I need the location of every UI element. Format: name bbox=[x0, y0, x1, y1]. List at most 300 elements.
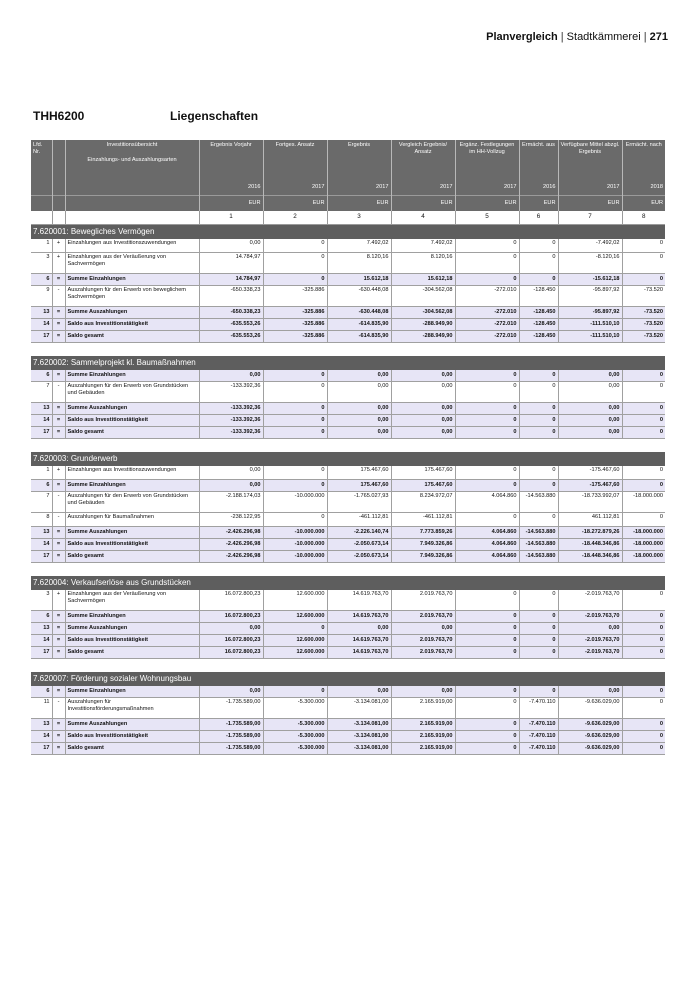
row-value: -9.636.029,00 bbox=[558, 731, 622, 743]
row-value: 0 bbox=[519, 686, 558, 698]
row-label: Summe Auszahlungen bbox=[65, 527, 199, 539]
row-sign: = bbox=[52, 743, 65, 755]
row-value: -1.735.589,00 bbox=[199, 743, 263, 755]
row-label: Summe Auszahlungen bbox=[65, 307, 199, 319]
row-value: -2.188.174,03 bbox=[199, 492, 263, 513]
row-value: 0 bbox=[455, 370, 519, 382]
table-row bbox=[31, 370, 665, 382]
investment-table bbox=[31, 140, 665, 755]
row-value: 0 bbox=[622, 513, 665, 527]
row-value: -95.897,92 bbox=[558, 307, 622, 319]
col-unit: EUR bbox=[391, 196, 455, 212]
row-value: -175.467,60 bbox=[558, 480, 622, 492]
row-value: 0,00 bbox=[327, 403, 391, 415]
row-value: -18.000.000 bbox=[622, 551, 665, 563]
header-section: Planvergleich bbox=[486, 31, 558, 43]
table-row bbox=[31, 427, 665, 439]
row-value: 16.072.800,23 bbox=[199, 635, 263, 647]
row-value: 2.165.919,00 bbox=[391, 698, 455, 719]
row-value: -73.520 bbox=[622, 307, 665, 319]
row-value: -2.426.296,98 bbox=[199, 551, 263, 563]
row-value: 0,00 bbox=[199, 370, 263, 382]
row-value: 0 bbox=[519, 239, 558, 253]
row-value: 0 bbox=[622, 466, 665, 480]
col-unit: EUR bbox=[199, 196, 263, 212]
row-value: -1.735.589,00 bbox=[199, 719, 263, 731]
row-value: -2.019.763,70 bbox=[558, 647, 622, 659]
row-label: Summe Einzahlungen bbox=[65, 480, 199, 492]
row-label: Saldo gesamt bbox=[65, 331, 199, 343]
title-code: THH6200 bbox=[33, 109, 85, 123]
col-year: 2016 bbox=[519, 180, 558, 196]
table-row bbox=[31, 590, 665, 611]
row-value: -5.300.000 bbox=[263, 698, 327, 719]
row-value: -14.563.880 bbox=[519, 527, 558, 539]
section-title: 7.620001: Bewegliches Vermögen bbox=[31, 225, 665, 240]
row-value: 0 bbox=[455, 466, 519, 480]
col-number: 5 bbox=[455, 211, 519, 225]
col-unit: EUR bbox=[519, 196, 558, 212]
section-title: 7.620002: Sammelprojekt kl. Baumaßnahmen bbox=[31, 356, 665, 370]
row-value: 2.165.919,00 bbox=[391, 743, 455, 755]
row-value: -1.735.589,00 bbox=[199, 698, 263, 719]
row-sign: = bbox=[52, 480, 65, 492]
table-row bbox=[31, 239, 665, 253]
row-value: -14.563.880 bbox=[519, 492, 558, 513]
row-value: 0 bbox=[519, 466, 558, 480]
row-value: 0,00 bbox=[391, 415, 455, 427]
row-value: 0 bbox=[263, 239, 327, 253]
row-value: 2.019.763,70 bbox=[391, 635, 455, 647]
row-value: 0 bbox=[455, 698, 519, 719]
col-unit: EUR bbox=[263, 196, 327, 212]
row-sign: = bbox=[52, 623, 65, 635]
row-value: -7.470.110 bbox=[519, 698, 558, 719]
row-value: 175.467,60 bbox=[391, 466, 455, 480]
col-number: 4 bbox=[391, 211, 455, 225]
row-number: 13 bbox=[31, 403, 52, 415]
row-number: 13 bbox=[31, 623, 52, 635]
row-value: -630.448,08 bbox=[327, 307, 391, 319]
row-sign: = bbox=[52, 403, 65, 415]
col-year: 2017 bbox=[391, 180, 455, 196]
row-value: 2.019.763,70 bbox=[391, 590, 455, 611]
row-number: 6 bbox=[31, 480, 52, 492]
row-number: 11 bbox=[31, 698, 52, 719]
row-value: 15.612,18 bbox=[391, 274, 455, 286]
row-value: 0 bbox=[519, 513, 558, 527]
row-value: 14.619.763,70 bbox=[327, 611, 391, 623]
row-value: 0 bbox=[455, 415, 519, 427]
row-sign: + bbox=[52, 239, 65, 253]
row-number: 8 bbox=[31, 513, 52, 527]
section-title: 7.620004: Verkaufserlöse aus Grundstücken bbox=[31, 576, 665, 590]
col-year: 2017 bbox=[327, 180, 391, 196]
row-value: 0 bbox=[263, 253, 327, 274]
row-value: -304.562,08 bbox=[391, 286, 455, 307]
row-sign: + bbox=[52, 253, 65, 274]
row-value: -304.562,08 bbox=[391, 307, 455, 319]
page-title bbox=[33, 109, 259, 123]
row-value: 0 bbox=[622, 611, 665, 623]
row-value: -272.010 bbox=[455, 307, 519, 319]
table-row bbox=[31, 492, 665, 513]
row-value: -9.636.029,00 bbox=[558, 719, 622, 731]
table-head-labels bbox=[31, 140, 665, 180]
row-value: -272.010 bbox=[455, 331, 519, 343]
row-value: -18.448.346,86 bbox=[558, 539, 622, 551]
row-value: 0 bbox=[455, 480, 519, 492]
row-value: 0,00 bbox=[199, 466, 263, 480]
header-dept: Stadtkämmerei bbox=[566, 31, 641, 43]
row-value: -111.510,10 bbox=[558, 319, 622, 331]
col-unit: EUR bbox=[455, 196, 519, 212]
row-value: -325.886 bbox=[263, 286, 327, 307]
row-sign: = bbox=[52, 274, 65, 286]
table-row bbox=[31, 731, 665, 743]
row-value: -111.510,10 bbox=[558, 331, 622, 343]
row-value: 15.612,18 bbox=[327, 274, 391, 286]
row-sign: - bbox=[52, 513, 65, 527]
row-value: 175.467,60 bbox=[327, 480, 391, 492]
row-value: -14.563.880 bbox=[519, 539, 558, 551]
row-value: 461.112,81 bbox=[558, 513, 622, 527]
table-body bbox=[31, 225, 665, 755]
row-value: 0 bbox=[455, 274, 519, 286]
row-value: -18.000.000 bbox=[622, 527, 665, 539]
row-value: 0,00 bbox=[391, 370, 455, 382]
row-number: 14 bbox=[31, 635, 52, 647]
row-sign: = bbox=[52, 647, 65, 659]
row-value: 0 bbox=[263, 370, 327, 382]
row-number: 13 bbox=[31, 719, 52, 731]
row-value: 0 bbox=[263, 427, 327, 439]
row-label: Summe Einzahlungen bbox=[65, 686, 199, 698]
row-value: -128.450 bbox=[519, 286, 558, 307]
row-value: 0 bbox=[622, 253, 665, 274]
row-label: Summe Einzahlungen bbox=[65, 611, 199, 623]
row-value: -325.886 bbox=[263, 331, 327, 343]
row-value: 0,00 bbox=[391, 686, 455, 698]
row-number: 1 bbox=[31, 239, 52, 253]
row-value: -133.392,36 bbox=[199, 415, 263, 427]
row-number: 17 bbox=[31, 647, 52, 659]
table-row bbox=[31, 253, 665, 274]
section-spacer bbox=[31, 439, 665, 453]
row-value: 0 bbox=[622, 415, 665, 427]
row-value: -635.553,26 bbox=[199, 319, 263, 331]
row-value: -272.010 bbox=[455, 286, 519, 307]
col-number: 7 bbox=[558, 211, 622, 225]
row-sign: + bbox=[52, 466, 65, 480]
row-number: 6 bbox=[31, 370, 52, 382]
row-value: 7.949.326,86 bbox=[391, 551, 455, 563]
row-value: -7.492,02 bbox=[558, 239, 622, 253]
row-value: 0 bbox=[622, 635, 665, 647]
row-value: 16.072.800,23 bbox=[199, 647, 263, 659]
row-label: Auszahlungen für Baumaßnahmen bbox=[65, 513, 199, 527]
row-value: 2.165.919,00 bbox=[391, 731, 455, 743]
row-value: -95.897,92 bbox=[558, 286, 622, 307]
row-value: -73.520 bbox=[622, 286, 665, 307]
row-value: 0 bbox=[622, 370, 665, 382]
row-value: 0,00 bbox=[558, 382, 622, 403]
row-value: -635.553,26 bbox=[199, 331, 263, 343]
row-value: -73.520 bbox=[622, 319, 665, 331]
row-sign: - bbox=[52, 382, 65, 403]
row-value: 0 bbox=[263, 623, 327, 635]
row-value: -2.019.763,70 bbox=[558, 611, 622, 623]
row-value: 0 bbox=[455, 611, 519, 623]
row-value: 14.619.763,70 bbox=[327, 647, 391, 659]
row-number: 14 bbox=[31, 539, 52, 551]
row-value: 0 bbox=[263, 513, 327, 527]
row-value: 0,00 bbox=[199, 686, 263, 698]
row-value: -3.134.081,00 bbox=[327, 698, 391, 719]
row-value: -2.226.140,74 bbox=[327, 527, 391, 539]
col-header: Ergebnis bbox=[327, 140, 391, 180]
row-value: -5.300.000 bbox=[263, 719, 327, 731]
row-value: 0,00 bbox=[199, 239, 263, 253]
row-number: 17 bbox=[31, 551, 52, 563]
row-value: 0 bbox=[263, 686, 327, 698]
row-value: -10.000.000 bbox=[263, 539, 327, 551]
row-value: -9.636.029,00 bbox=[558, 743, 622, 755]
row-value: -325.886 bbox=[263, 307, 327, 319]
row-number: 13 bbox=[31, 307, 52, 319]
row-value: -18.000.000 bbox=[622, 492, 665, 513]
row-label: Saldo aus Investitionstätigkeit bbox=[65, 415, 199, 427]
row-value: 0 bbox=[455, 635, 519, 647]
row-value: -7.470.110 bbox=[519, 731, 558, 743]
section-header-row bbox=[31, 452, 665, 466]
row-sign: - bbox=[52, 698, 65, 719]
row-number: 3 bbox=[31, 253, 52, 274]
row-value: 2.019.763,70 bbox=[391, 647, 455, 659]
col-number: 2 bbox=[263, 211, 327, 225]
row-value: 0,00 bbox=[391, 403, 455, 415]
row-value: -7.470.110 bbox=[519, 743, 558, 755]
row-label: Einzahlungen aus Investitionszuwendungen bbox=[65, 239, 199, 253]
row-value: 4.064.860 bbox=[455, 551, 519, 563]
row-label: Saldo aus Investitionstätigkeit bbox=[65, 731, 199, 743]
section-title: 7.620003: Grunderwerb bbox=[31, 452, 665, 466]
invest-title: Investitionsübersicht bbox=[106, 142, 158, 148]
row-value: 0,00 bbox=[558, 370, 622, 382]
row-value: 175.467,60 bbox=[327, 466, 391, 480]
col-year: 2018 bbox=[622, 180, 665, 196]
col-header: Verfügbare Mittel abzgl. Ergebnis bbox=[558, 140, 622, 180]
row-value: 0,00 bbox=[327, 370, 391, 382]
row-sign: = bbox=[52, 731, 65, 743]
row-sign: - bbox=[52, 286, 65, 307]
row-value: 0 bbox=[519, 274, 558, 286]
col-year: 2017 bbox=[558, 180, 622, 196]
row-label: Saldo gesamt bbox=[65, 743, 199, 755]
row-value: 0 bbox=[622, 274, 665, 286]
row-label: Saldo gesamt bbox=[65, 647, 199, 659]
row-value: 0,00 bbox=[558, 415, 622, 427]
row-label: Saldo aus Investitionstätigkeit bbox=[65, 635, 199, 647]
row-value: 7.492,02 bbox=[391, 239, 455, 253]
row-number: 14 bbox=[31, 415, 52, 427]
table-row bbox=[31, 286, 665, 307]
row-label: Auszahlungen für den Erwerb von beweglichem Sachvermögen bbox=[65, 286, 199, 307]
row-value: -133.392,36 bbox=[199, 427, 263, 439]
row-number: 17 bbox=[31, 743, 52, 755]
page-header bbox=[486, 31, 668, 43]
row-value: 0 bbox=[263, 403, 327, 415]
row-value: 0 bbox=[622, 698, 665, 719]
row-value: 2.019.763,70 bbox=[391, 611, 455, 623]
row-value: 0 bbox=[622, 647, 665, 659]
header-separator: | bbox=[560, 31, 564, 43]
row-value: -650.338,23 bbox=[199, 286, 263, 307]
row-value: 0 bbox=[455, 513, 519, 527]
section-spacer bbox=[31, 343, 665, 357]
row-value: 14.784,97 bbox=[199, 253, 263, 274]
row-value: 8.120,16 bbox=[391, 253, 455, 274]
page-number: 271 bbox=[649, 31, 668, 43]
row-value: -3.134.081,00 bbox=[327, 731, 391, 743]
row-number: 3 bbox=[31, 590, 52, 611]
row-value: 0 bbox=[622, 382, 665, 403]
row-value: 0 bbox=[455, 427, 519, 439]
table-row bbox=[31, 623, 665, 635]
col-year: 2017 bbox=[455, 180, 519, 196]
row-number: 7 bbox=[31, 492, 52, 513]
row-sign: - bbox=[52, 492, 65, 513]
row-sign: = bbox=[52, 331, 65, 343]
sign-header bbox=[52, 140, 65, 180]
row-value: 0 bbox=[263, 382, 327, 403]
row-value: 0,00 bbox=[391, 623, 455, 635]
row-sign: = bbox=[52, 527, 65, 539]
row-value: -128.450 bbox=[519, 331, 558, 343]
row-value: 14.784,97 bbox=[199, 274, 263, 286]
table-row bbox=[31, 743, 665, 755]
row-value: 7.492,02 bbox=[327, 239, 391, 253]
table-row bbox=[31, 415, 665, 427]
row-value: 0 bbox=[455, 382, 519, 403]
row-label: Auszahlungen für Investitionsförderungsmaßnahmen bbox=[65, 698, 199, 719]
row-value: -10.000.000 bbox=[263, 492, 327, 513]
row-value: -630.448,08 bbox=[327, 286, 391, 307]
col-unit: EUR bbox=[327, 196, 391, 212]
row-value: 0,00 bbox=[327, 382, 391, 403]
row-value: 0 bbox=[519, 611, 558, 623]
row-value: 0,00 bbox=[558, 427, 622, 439]
row-value: 0,00 bbox=[558, 623, 622, 635]
row-value: -133.392,36 bbox=[199, 382, 263, 403]
table-row bbox=[31, 331, 665, 343]
row-label: Saldo gesamt bbox=[65, 551, 199, 563]
row-value: 0 bbox=[455, 590, 519, 611]
row-value: -15.612,18 bbox=[558, 274, 622, 286]
row-sign: = bbox=[52, 611, 65, 623]
col-unit: EUR bbox=[622, 196, 665, 212]
row-value: 0 bbox=[455, 743, 519, 755]
row-value: 0,00 bbox=[199, 623, 263, 635]
section-spacer bbox=[31, 659, 665, 673]
row-value: -18.272.879,26 bbox=[558, 527, 622, 539]
row-value: 12.600.000 bbox=[263, 647, 327, 659]
row-value: -288.949,90 bbox=[391, 319, 455, 331]
row-value: 0 bbox=[519, 635, 558, 647]
row-number: 17 bbox=[31, 427, 52, 439]
row-number: 17 bbox=[31, 331, 52, 343]
table-head-years bbox=[31, 180, 665, 196]
row-value: 0 bbox=[519, 623, 558, 635]
row-value: 0 bbox=[263, 415, 327, 427]
invest-subtitle: Einzahlungs- und Auszahlungsarten bbox=[87, 156, 177, 163]
col-header: Fortges. Ansatz bbox=[263, 140, 327, 180]
row-value: 0 bbox=[455, 623, 519, 635]
row-value: 175.467,60 bbox=[391, 480, 455, 492]
row-sign: = bbox=[52, 635, 65, 647]
row-sign: = bbox=[52, 539, 65, 551]
row-value: 0 bbox=[519, 590, 558, 611]
table-row bbox=[31, 527, 665, 539]
row-label: Summe Einzahlungen bbox=[65, 370, 199, 382]
row-value: 12.600.000 bbox=[263, 611, 327, 623]
row-value: 0 bbox=[455, 719, 519, 731]
row-value: 4.064.860 bbox=[455, 492, 519, 513]
row-sign: = bbox=[52, 319, 65, 331]
row-value: 16.072.800,23 bbox=[199, 590, 263, 611]
row-sign: + bbox=[52, 590, 65, 611]
row-value: 0,00 bbox=[199, 480, 263, 492]
row-value: 0 bbox=[519, 480, 558, 492]
row-value: -2.019.763,70 bbox=[558, 635, 622, 647]
col-year: 2016 bbox=[199, 180, 263, 196]
row-value: -18.733.992,07 bbox=[558, 492, 622, 513]
row-label: Saldo gesamt bbox=[65, 427, 199, 439]
section-header-row bbox=[31, 225, 665, 240]
row-value: 0 bbox=[519, 253, 558, 274]
row-value: 0 bbox=[622, 743, 665, 755]
row-value: 0 bbox=[519, 382, 558, 403]
column-number-row bbox=[31, 211, 665, 225]
col-unit: EUR bbox=[558, 196, 622, 212]
row-value: -325.886 bbox=[263, 319, 327, 331]
row-value: 8.120,16 bbox=[327, 253, 391, 274]
row-value: 0,00 bbox=[391, 427, 455, 439]
section-spacer bbox=[31, 563, 665, 577]
table-row bbox=[31, 698, 665, 719]
row-value: 8.234.972,07 bbox=[391, 492, 455, 513]
row-value: 0 bbox=[263, 466, 327, 480]
row-value: -8.120,16 bbox=[558, 253, 622, 274]
row-value: 0 bbox=[455, 253, 519, 274]
row-value: 0 bbox=[622, 590, 665, 611]
row-label: Summe Auszahlungen bbox=[65, 623, 199, 635]
row-value: 0 bbox=[263, 274, 327, 286]
row-value: 0,00 bbox=[558, 686, 622, 698]
col-number: 3 bbox=[327, 211, 391, 225]
row-sign: = bbox=[52, 551, 65, 563]
row-value: 0 bbox=[519, 427, 558, 439]
row-value: 0 bbox=[519, 370, 558, 382]
row-value: 0 bbox=[519, 403, 558, 415]
row-number: 1 bbox=[31, 466, 52, 480]
row-value: 12.600.000 bbox=[263, 635, 327, 647]
row-value: -133.392,36 bbox=[199, 403, 263, 415]
table-row bbox=[31, 466, 665, 480]
invest-header bbox=[65, 140, 199, 180]
table-row bbox=[31, 539, 665, 551]
col-header: Ergebnis Vorjahr bbox=[199, 140, 263, 180]
